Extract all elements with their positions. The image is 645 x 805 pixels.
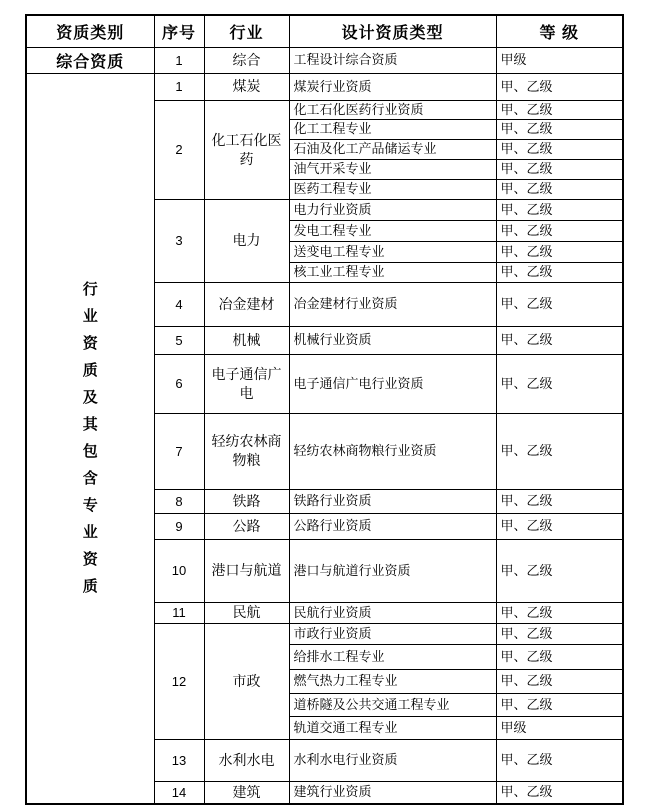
- no-cell: 13: [154, 739, 204, 781]
- no-cell: 12: [154, 623, 204, 739]
- no-cell: 9: [154, 513, 204, 539]
- category-industry-char: 质: [82, 578, 98, 596]
- col-header-type: 设计资质类型: [289, 15, 496, 47]
- industry-cell: 化工石化医药: [204, 100, 289, 199]
- col-header-no: 序号: [154, 15, 204, 47]
- grade-cell: 甲、乙级: [496, 139, 623, 159]
- grade-cell: 甲、乙级: [496, 513, 623, 539]
- col-header-grade: 等 级: [496, 15, 623, 47]
- type-cell: 市政行业资质: [289, 623, 496, 644]
- category-industry-char: 资: [82, 551, 98, 569]
- type-cell: 电力行业资质: [289, 199, 496, 220]
- industry-cell: 市政: [204, 623, 289, 739]
- type-cell: 给排水工程专业: [289, 644, 496, 669]
- no-cell: 10: [154, 539, 204, 602]
- type-cell: 油气开采专业: [289, 159, 496, 179]
- type-cell: 机械行业资质: [289, 326, 496, 354]
- grade-cell: 甲、乙级: [496, 100, 623, 119]
- industry-cell: 轻纺农林商物粮: [204, 413, 289, 489]
- category-industry-char: 及: [82, 389, 98, 407]
- industry-cell: 机械: [204, 326, 289, 354]
- category-industry-cell: [26, 73, 154, 804]
- grade-cell: 甲、乙级: [496, 781, 623, 804]
- type-cell: 轻纺农林商物粮行业资质: [289, 413, 496, 489]
- industry-cell: 冶金建材: [204, 282, 289, 326]
- type-cell: 送变电工程专业: [289, 241, 496, 262]
- type-cell: 建筑行业资质: [289, 781, 496, 804]
- category-industry-char: 业: [82, 524, 98, 542]
- industry-cell: 铁路: [204, 489, 289, 513]
- industry-cell: 港口与航道: [204, 539, 289, 602]
- type-cell: 石油及化工产品储运专业: [289, 139, 496, 159]
- industry-cell: 水利水电: [204, 739, 289, 781]
- type-cell: 电子通信广电行业资质: [289, 354, 496, 413]
- no-cell: 7: [154, 413, 204, 489]
- grade-cell: 甲、乙级: [496, 262, 623, 282]
- type-cell: 工程设计综合资质: [289, 47, 496, 73]
- type-cell: 轨道交通工程专业: [289, 716, 496, 739]
- table-header-row: [26, 15, 623, 47]
- grade-cell: 甲、乙级: [496, 693, 623, 716]
- no-cell: 3: [154, 199, 204, 282]
- col-header-industry: 行业: [204, 15, 289, 47]
- category-industry-char: 其: [82, 416, 98, 434]
- industry-cell: 建筑: [204, 781, 289, 804]
- grade-cell: 甲、乙级: [496, 413, 623, 489]
- type-cell: 铁路行业资质: [289, 489, 496, 513]
- grade-cell: 甲、乙级: [496, 489, 623, 513]
- category-industry-char: 质: [82, 362, 98, 380]
- grade-cell: 甲、乙级: [496, 669, 623, 693]
- type-cell: 核工业工程专业: [289, 262, 496, 282]
- no-cell: 11: [154, 602, 204, 623]
- type-cell: 港口与航道行业资质: [289, 539, 496, 602]
- type-cell: 医药工程专业: [289, 179, 496, 199]
- industry-cell: 综合: [204, 47, 289, 73]
- type-cell: 民航行业资质: [289, 602, 496, 623]
- type-cell: 化工石化医药行业资质: [289, 100, 496, 119]
- no-cell: 4: [154, 282, 204, 326]
- grade-cell: 甲、乙级: [496, 539, 623, 602]
- grade-cell: 甲级: [496, 47, 623, 73]
- category-industry-char: 含: [82, 470, 98, 488]
- type-cell: 发电工程专业: [289, 220, 496, 241]
- industry-cell: 公路: [204, 513, 289, 539]
- col-header-category: 资质类别: [26, 15, 154, 47]
- grade-cell: 甲、乙级: [496, 282, 623, 326]
- grade-cell: 甲、乙级: [496, 119, 623, 139]
- category-comprehensive-cell: 综合资质: [26, 47, 154, 73]
- industry-cell: 电力: [204, 199, 289, 282]
- grade-cell: 甲、乙级: [496, 623, 623, 644]
- table-row: [26, 73, 623, 100]
- grade-cell: 甲、乙级: [496, 602, 623, 623]
- industry-cell: 煤炭: [204, 73, 289, 100]
- grade-cell: 甲、乙级: [496, 73, 623, 100]
- type-cell: 水利水电行业资质: [289, 739, 496, 781]
- grade-cell: 甲、乙级: [496, 644, 623, 669]
- type-cell: 燃气热力工程专业: [289, 669, 496, 693]
- no-cell: 6: [154, 354, 204, 413]
- type-cell: 冶金建材行业资质: [289, 282, 496, 326]
- no-cell: 8: [154, 489, 204, 513]
- category-industry-char: 包: [82, 443, 98, 461]
- industry-cell: 电子通信广电: [204, 354, 289, 413]
- grade-cell: 甲、乙级: [496, 739, 623, 781]
- grade-cell: 甲、乙级: [496, 241, 623, 262]
- qualification-table: [25, 14, 624, 805]
- type-cell: 化工工程专业: [289, 119, 496, 139]
- no-cell: 2: [154, 100, 204, 199]
- type-cell: 公路行业资质: [289, 513, 496, 539]
- no-cell: 1: [154, 73, 204, 100]
- grade-cell: 甲、乙级: [496, 179, 623, 199]
- industry-cell: 民航: [204, 602, 289, 623]
- grade-cell: 甲、乙级: [496, 199, 623, 220]
- grade-cell: 甲、乙级: [496, 354, 623, 413]
- category-industry-char: 行: [82, 281, 98, 299]
- grade-cell: 甲级: [496, 716, 623, 739]
- category-industry-char: 资: [82, 335, 98, 353]
- type-cell: 煤炭行业资质: [289, 73, 496, 100]
- category-industry-char: 专: [82, 497, 98, 515]
- grade-cell: 甲、乙级: [496, 326, 623, 354]
- no-cell: 5: [154, 326, 204, 354]
- type-cell: 道桥隧及公共交通工程专业: [289, 693, 496, 716]
- grade-cell: 甲、乙级: [496, 159, 623, 179]
- no-cell: 14: [154, 781, 204, 804]
- no-cell: 1: [154, 47, 204, 73]
- grade-cell: 甲、乙级: [496, 220, 623, 241]
- table-row-comprehensive: [26, 47, 623, 73]
- category-industry-char: 业: [82, 308, 98, 326]
